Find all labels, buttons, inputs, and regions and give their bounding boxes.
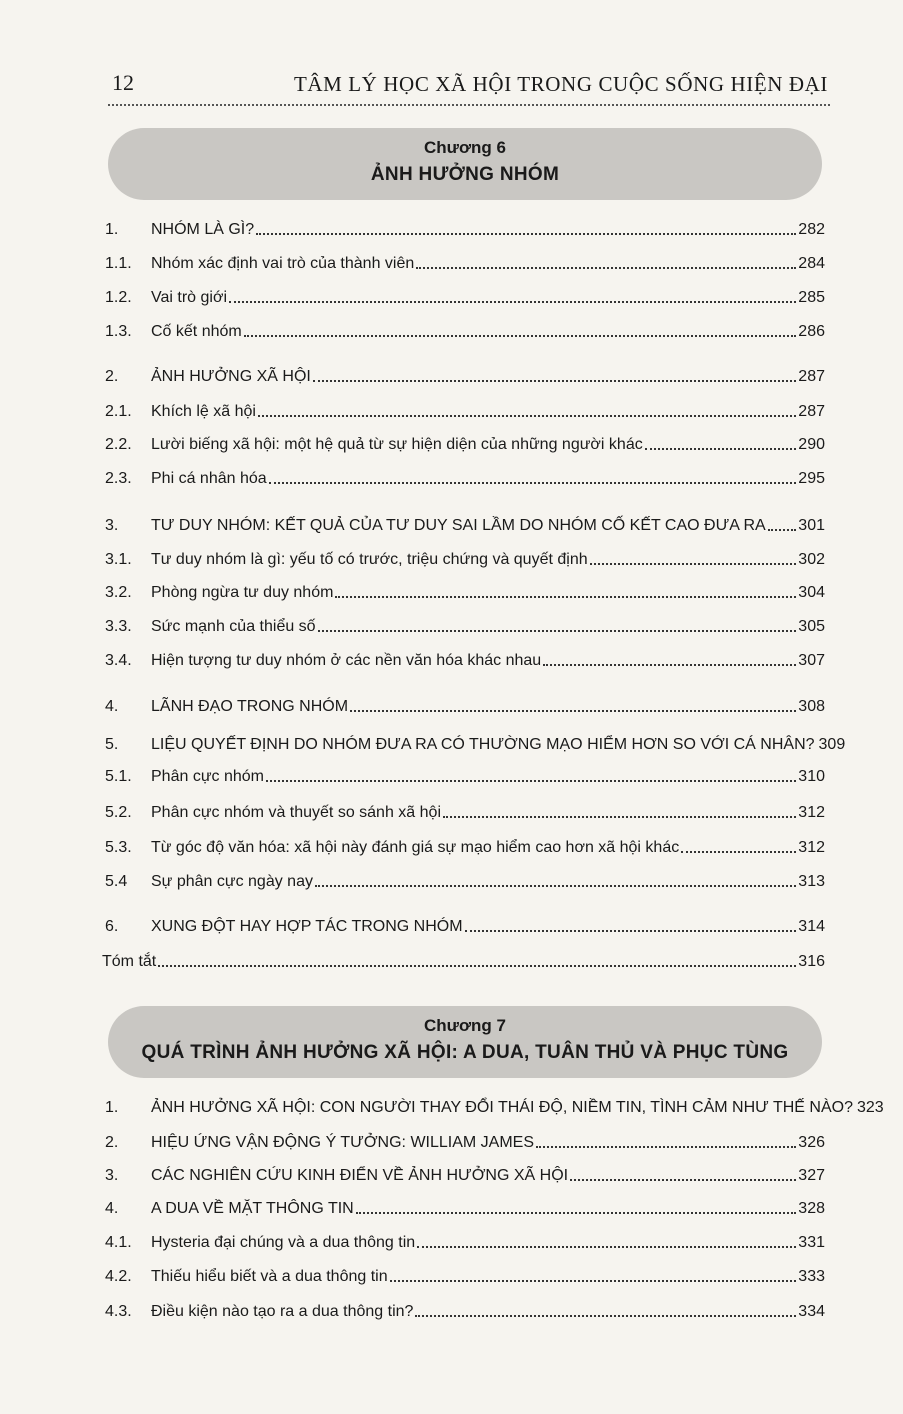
toc-entry[interactable] <box>105 1296 825 1322</box>
chapter-title: QUÁ TRÌNH ẢNH HƯỞNG XÃ HỘI: A DUA, TUÂN THỦ VÀ PHỤC TÙNG <box>141 1042 789 1063</box>
toc-title: Điều kiện nào tạo ra a dua thông tin? <box>151 1303 414 1320</box>
toc-number: 5.2. <box>105 804 132 821</box>
dot-leader <box>229 301 796 303</box>
dot-leader <box>335 596 796 598</box>
dot-leader <box>415 1315 796 1317</box>
toc-number: 3. <box>105 1167 119 1184</box>
toc-title: Sức mạnh của thiểu số <box>151 618 316 635</box>
dot-leader <box>390 1280 797 1282</box>
toc-number: 2. <box>105 1134 119 1151</box>
chapter-label: Chương 6 <box>423 138 506 157</box>
toc-title: Vai trò giới <box>151 289 227 306</box>
toc-number: 5.4 <box>105 873 128 890</box>
dot-leader <box>768 529 797 531</box>
toc-page: 290 <box>798 436 825 453</box>
dot-leader <box>258 415 796 417</box>
toc-entry[interactable] <box>105 611 825 637</box>
toc-page: 301 <box>798 517 825 534</box>
toc-entry[interactable] <box>105 361 825 387</box>
toc-page: 286 <box>798 323 825 340</box>
toc-title: HIỆU ỨNG VẬN ĐỘNG Ý TƯỞNG: WILLIAM JAMES <box>151 1134 535 1151</box>
chapter-6-heading <box>108 128 822 200</box>
toc-page: 309 <box>818 736 846 753</box>
toc-entry[interactable] <box>105 544 825 570</box>
toc-number: 1.1. <box>105 255 132 272</box>
dot-leader <box>416 267 796 269</box>
toc-page: 284 <box>798 255 825 272</box>
toc-page: 313 <box>798 873 825 890</box>
dot-leader <box>244 335 797 337</box>
toc-page: 312 <box>798 839 825 856</box>
toc-entry[interactable] <box>105 282 825 308</box>
toc-number: 4.2. <box>105 1268 132 1285</box>
dot-leader <box>350 710 796 712</box>
toc-title: ẢNH HƯỞNG XÃ HỘI: CON NGƯỜI THAY ĐỔI THÁI ĐỘ, NIỀM TIN, TÌNH CẢM NHƯ THẾ NÀO? <box>151 1099 853 1116</box>
toc-title: Thiếu hiểu biết và a dua thông tin <box>151 1268 388 1285</box>
toc-entry[interactable] <box>105 429 825 455</box>
toc-title: Từ góc độ văn hóa: xã hội này đánh giá sự mạo hiểm cao hơn xã hội khác <box>151 839 680 856</box>
toc-number: 4. <box>105 698 119 715</box>
dot-leader <box>269 482 797 484</box>
toc-number: 1.2. <box>105 289 132 306</box>
toc-number: 3.4. <box>105 652 132 669</box>
toc-page: 326 <box>798 1134 825 1151</box>
toc-title: Phân cực nhóm <box>151 768 264 785</box>
dot-leader <box>543 664 796 666</box>
toc-page: 302 <box>798 551 825 568</box>
toc-title: CÁC NGHIÊN CỨU KINH ĐIỂN VỀ ẢNH HƯỞNG XÃ HỘI <box>151 1167 569 1184</box>
toc-page: 308 <box>798 698 825 715</box>
dot-leader <box>158 965 796 967</box>
toc-number: 1. <box>105 1099 119 1116</box>
toc-title: Hysteria đại chúng và a dua thông tin <box>151 1234 416 1251</box>
toc-page: 316 <box>798 953 825 970</box>
toc-number: 3.1. <box>105 551 132 568</box>
dot-leader <box>570 1179 796 1181</box>
toc-title: TƯ DUY NHÓM: KẾT QUẢ CỦA TƯ DUY SAI LẦM DO NHÓM CỐ KẾT CAO ĐƯA RA <box>151 517 766 534</box>
toc-title: LÃNH ĐẠO TRONG NHÓM <box>151 698 349 715</box>
toc-title: Sự phân cực ngày nay <box>151 873 313 890</box>
toc-number: 5.3. <box>105 839 132 856</box>
toc-number: 2.1. <box>105 403 132 420</box>
toc-number: 4.3. <box>105 1303 132 1320</box>
toc-entry[interactable] <box>105 1160 825 1186</box>
toc-entry[interactable] <box>105 577 825 603</box>
dot-leader <box>256 233 796 235</box>
book-title: TÂM LÝ HỌC XÃ HỘI TRONG CUỘC SỐNG HIỆN ĐẠI <box>293 72 828 96</box>
toc-number: 1.3. <box>105 323 132 340</box>
toc-entry[interactable] <box>105 645 825 671</box>
toc-page: 285 <box>798 289 825 306</box>
toc-number: 3.3. <box>105 618 132 635</box>
toc-entry[interactable] <box>105 691 825 717</box>
toc-entry[interactable] <box>105 761 825 787</box>
dot-leader <box>590 563 797 565</box>
toc-number: 2. <box>105 368 119 385</box>
toc-title: LIỆU QUYẾT ĐỊNH DO NHÓM ĐƯA RA CÓ THƯỜNG MẠO HIỂM HƠN SO VỚI CÁ NHÂN? <box>151 736 815 753</box>
dot-leader <box>443 816 796 818</box>
toc-number: 2.2. <box>105 436 132 453</box>
toc-number: 5. <box>105 736 119 753</box>
toc-page: 287 <box>798 403 825 420</box>
dot-leader <box>315 885 796 887</box>
page-number: 12 <box>112 70 134 95</box>
chapter-7-heading <box>108 1006 822 1078</box>
toc-page: 312 <box>798 804 825 821</box>
chapter-label: Chương 7 <box>423 1016 506 1035</box>
toc-page: 331 <box>798 1234 825 1251</box>
toc-title: Phi cá nhân hóa <box>151 470 267 487</box>
toc-title: NHÓM LÀ GÌ? <box>151 221 255 238</box>
toc-number: 4. <box>105 1200 119 1217</box>
toc-title: A DUA VỀ MẶT THÔNG TIN <box>151 1200 354 1217</box>
toc-entry[interactable] <box>105 463 825 489</box>
dot-leader <box>356 1212 797 1214</box>
toc-entry[interactable] <box>105 248 825 274</box>
toc-title: Lười biếng xã hội: một hệ quả từ sự hiện diện của những người khác <box>151 436 643 453</box>
toc-page: 287 <box>798 368 825 385</box>
toc-entry[interactable] <box>105 1127 825 1153</box>
dot-leader <box>681 851 796 853</box>
dot-leader <box>465 930 797 932</box>
toc-page: 305 <box>798 618 825 635</box>
toc-number: 2.3. <box>105 470 132 487</box>
toc-entry[interactable] <box>105 866 825 892</box>
dot-leader <box>417 1246 796 1248</box>
toc-number: 3.2. <box>105 584 132 601</box>
toc-number: 4.1. <box>105 1234 132 1251</box>
toc-entry[interactable] <box>105 316 825 342</box>
toc-entry[interactable] <box>105 1092 884 1118</box>
toc-entry[interactable] <box>105 1261 825 1287</box>
toc-title: Nhóm xác định vai trò của thành viên <box>151 255 415 272</box>
toc-title: Phân cực nhóm và thuyết so sánh xã hội <box>151 804 441 821</box>
dot-leader <box>266 780 796 782</box>
toc-title: ẢNH HƯỞNG XÃ HỘI <box>151 368 311 385</box>
toc-page: 307 <box>798 652 825 669</box>
toc-number: 3. <box>105 517 119 534</box>
dot-leader <box>536 1146 796 1148</box>
chapter-title: ẢNH HƯỞNG NHÓM <box>370 164 560 185</box>
toc-title: Phòng ngừa tư duy nhóm <box>151 584 334 601</box>
toc-entry[interactable] <box>105 797 825 823</box>
toc-title: Hiện tượng tư duy nhóm ở các nền văn hóa khác nhau <box>151 652 542 669</box>
toc-entry[interactable] <box>105 832 825 858</box>
toc-entry[interactable] <box>105 1227 825 1253</box>
toc-entry-summary[interactable] <box>102 946 825 972</box>
toc-title: Tóm tắt <box>102 953 157 970</box>
toc-page: 282 <box>798 221 825 238</box>
toc-entry[interactable] <box>105 911 825 937</box>
toc-number: 6. <box>105 918 119 935</box>
toc-title: Tư duy nhóm là gì: yếu tố có trước, triệu chứng và quyết định <box>151 551 588 568</box>
toc-title: Khích lệ xã hội <box>151 403 256 420</box>
toc-entry[interactable] <box>105 214 825 240</box>
toc-page: 310 <box>798 768 825 785</box>
dot-leader <box>645 448 797 450</box>
toc-page: 333 <box>798 1268 825 1285</box>
toc-entry[interactable] <box>105 510 825 536</box>
toc-entry[interactable] <box>105 396 825 422</box>
toc-number: 1. <box>105 221 119 238</box>
dot-leader <box>318 630 797 632</box>
toc-page: 334 <box>798 1303 825 1320</box>
running-header <box>108 66 830 106</box>
toc-page: 304 <box>798 584 825 601</box>
toc-page: 323 <box>857 1099 884 1116</box>
toc-page: 295 <box>798 470 825 487</box>
toc-entry[interactable] <box>105 729 846 755</box>
toc-page: 328 <box>798 1200 825 1217</box>
toc-title: XUNG ĐỘT HAY HỢP TÁC TRONG NHÓM <box>151 918 463 935</box>
toc-number: 5.1. <box>105 768 132 785</box>
toc-title: Cố kết nhóm <box>151 323 242 340</box>
dot-leader <box>313 380 796 382</box>
toc-entry[interactable] <box>105 1193 825 1219</box>
toc-page: 314 <box>798 918 825 935</box>
toc-page: 327 <box>798 1167 825 1184</box>
